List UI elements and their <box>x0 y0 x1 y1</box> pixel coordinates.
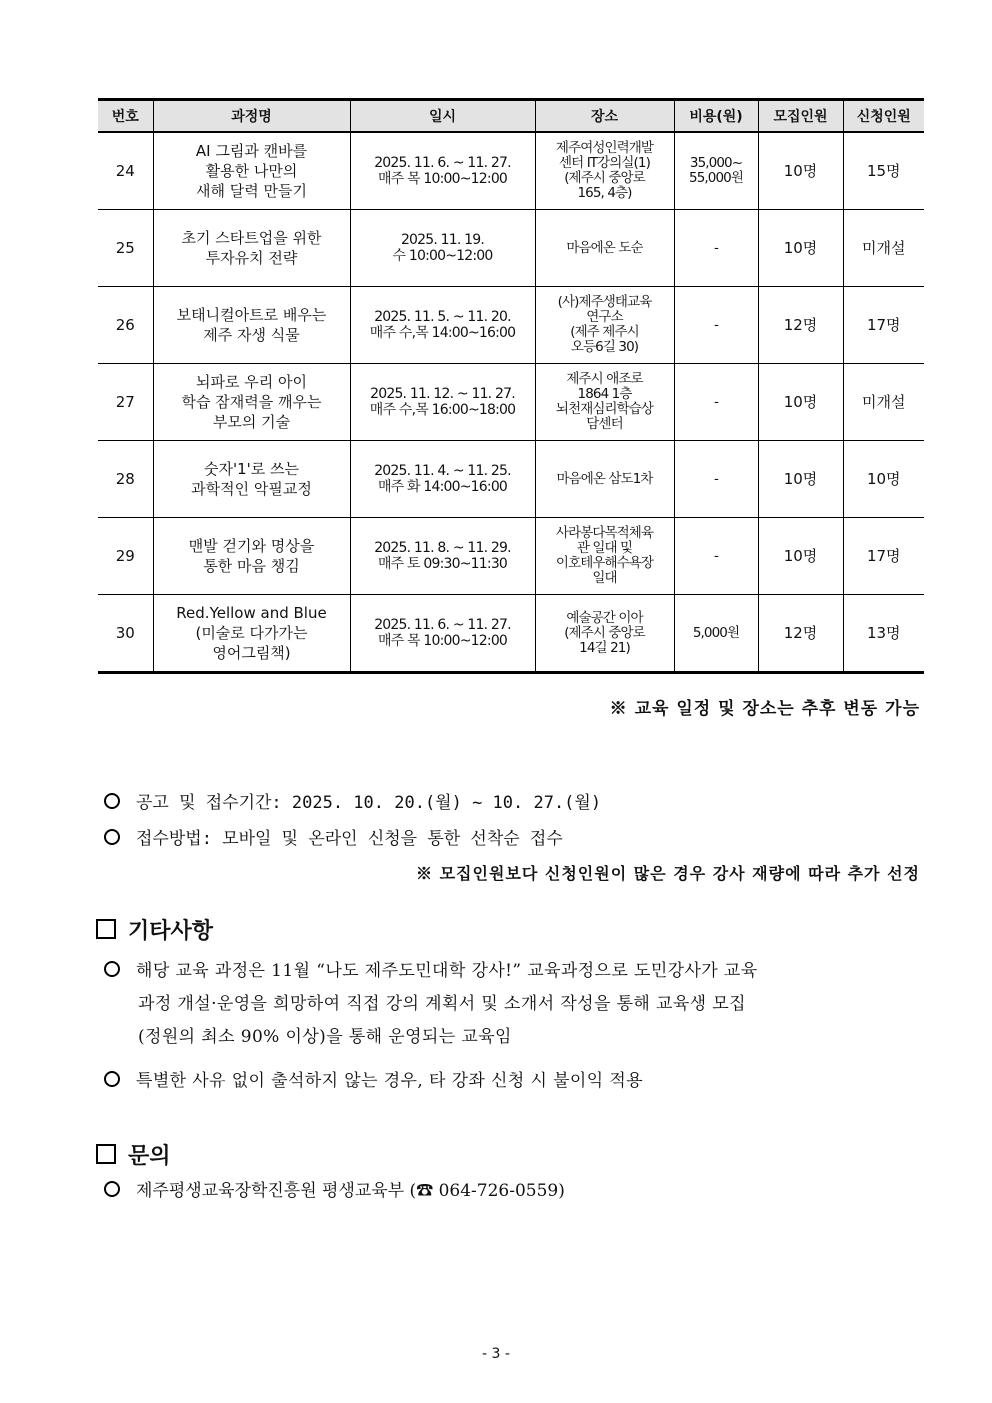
circle-bullet-icon <box>104 1181 120 1197</box>
cell-cost: - <box>674 210 758 287</box>
cell-course-name: Red.Yellow and Blue (미술로 다가가는 영어그림책) <box>153 595 350 673</box>
cell-capacity: 10명 <box>758 441 843 518</box>
cell-place: 마음에온 도순 <box>535 210 674 287</box>
cell-capacity: 10명 <box>758 210 843 287</box>
etc-item-2-text: 특별한 사유 없이 출석하지 않는 경우, 타 강좌 신청 시 불이익 적용 <box>136 1071 644 1091</box>
etc-title: 기타사항 <box>128 919 214 944</box>
cell-applied: 15명 <box>843 132 924 210</box>
cell-capacity: 12명 <box>758 287 843 364</box>
header-cost: 비용(원) <box>674 100 758 133</box>
table-header-row <box>98 100 924 133</box>
header-applied: 신청인원 <box>843 100 924 133</box>
table-row <box>98 595 924 673</box>
cell-cost: 35,000~ 55,000원 <box>674 132 758 210</box>
checkbox-square-icon <box>96 1144 116 1164</box>
table-note: ※ 교육 일정 및 장소는 추후 변동 가능 <box>609 699 920 719</box>
contact-title: 문의 <box>128 1144 171 1169</box>
cell-course-name: 숫자'1'로 쓰는 과학적인 악필교정 <box>153 441 350 518</box>
cell-cost: - <box>674 441 758 518</box>
header-number: 번호 <box>98 100 153 133</box>
checkbox-square-icon <box>96 919 116 939</box>
cell-course-name: AI 그림과 캔바를 활용한 나만의 새해 달력 만들기 <box>153 132 350 210</box>
cell-capacity: 10명 <box>758 132 843 210</box>
header-course-name: 과정명 <box>153 100 350 133</box>
cell-course-name: 뇌파로 우리 아이 학습 잠재력을 깨우는 부모의 기술 <box>153 364 350 441</box>
cell-applied: 미개설 <box>843 364 924 441</box>
etc-heading <box>96 914 213 945</box>
cell-capacity: 12명 <box>758 595 843 673</box>
cell-capacity: 10명 <box>758 364 843 441</box>
header-schedule: 일시 <box>350 100 535 133</box>
cell-schedule: 2025. 11. 4. ~ 11. 25. 매주 화 14:00~16:00 <box>350 441 535 518</box>
table-row <box>98 287 924 364</box>
contact-text: 제주평생교육장학진흥원 평생교육부 (☎ 064-726-0559) <box>136 1181 565 1201</box>
cell-number: 27 <box>98 364 153 441</box>
cell-applied: 미개설 <box>843 210 924 287</box>
table-row <box>98 210 924 287</box>
circle-bullet-icon <box>104 793 120 809</box>
contact-line <box>104 1176 565 1201</box>
cell-schedule: 2025. 11. 6. ~ 11. 27. 매주 목 10:00~12:00 <box>350 595 535 673</box>
circle-bullet-icon <box>104 829 120 845</box>
cell-number: 28 <box>98 441 153 518</box>
table-row <box>98 441 924 518</box>
cell-number: 25 <box>98 210 153 287</box>
cell-place: 마음에온 삼도1차 <box>535 441 674 518</box>
contact-heading <box>96 1139 171 1170</box>
cell-place: (사)제주생태교육 연구소 (제주 제주시 오등6길 30) <box>535 287 674 364</box>
cell-course-name: 보태니컬아트로 배우는 제주 자생 식물 <box>153 287 350 364</box>
notice-method <box>104 824 563 849</box>
notice-period <box>104 788 601 813</box>
etc-item-1-line-2: 과정 개설·운영을 희망하여 직접 강의 계획서 및 소개서 작성을 통해 교육생 모집 <box>138 994 746 1014</box>
cell-number: 30 <box>98 595 153 673</box>
etc-item-2 <box>104 1066 643 1091</box>
notice-method-text: 접수방법: 모바일 및 온라인 신청을 통한 선착순 접수 <box>136 829 563 849</box>
cell-place: 예술공간 이아 (제주시 중앙로 14길 21) <box>535 595 674 673</box>
cell-capacity: 10명 <box>758 518 843 595</box>
cell-cost: - <box>674 364 758 441</box>
cell-place: 사라봉다목적체육 관 일대 및 이호테우해수욕장 일대 <box>535 518 674 595</box>
table-row <box>98 132 924 210</box>
etc-item-1-line-3: (정원의 최소 90% 이상)을 통해 운영되는 교육임 <box>138 1027 512 1047</box>
cell-number: 26 <box>98 287 153 364</box>
header-capacity: 모집인원 <box>758 100 843 133</box>
cell-schedule: 2025. 11. 5. ~ 11. 20. 매주 수,목 14:00~16:00 <box>350 287 535 364</box>
table-row <box>98 518 924 595</box>
notice-note: ※ 모집인원보다 신청인원이 많은 경우 강사 재량에 따라 추가 선정 <box>416 864 920 883</box>
cell-cost: - <box>674 287 758 364</box>
circle-bullet-icon <box>104 1071 120 1087</box>
cell-applied: 10명 <box>843 441 924 518</box>
cell-applied: 13명 <box>843 595 924 673</box>
circle-bullet-icon <box>104 961 120 977</box>
etc-item-1-line-1: 해당 교육 과정은 11월 “나도 제주도민대학 강사!” 교육과정으로 도민강사가 교육 <box>136 961 758 981</box>
cell-course-name: 맨발 걷기와 명상을 통한 마음 챙김 <box>153 518 350 595</box>
cell-applied: 17명 <box>843 287 924 364</box>
cell-cost: - <box>674 518 758 595</box>
table-row <box>98 364 924 441</box>
cell-place: 제주시 애조로 1864 1층 뇌천재심리학습상 담센터 <box>535 364 674 441</box>
cell-cost: 5,000원 <box>674 595 758 673</box>
header-place: 장소 <box>535 100 674 133</box>
cell-course-name: 초기 스타트업을 위한 투자유치 전략 <box>153 210 350 287</box>
page-number: - 3 - <box>482 1346 510 1362</box>
cell-schedule: 2025. 11. 6. ~ 11. 27. 매주 목 10:00~12:00 <box>350 132 535 210</box>
etc-item-1 <box>104 955 924 1054</box>
cell-number: 29 <box>98 518 153 595</box>
cell-place: 제주여성인력개발 센터 IT강의실(1) (제주시 중앙로 165, 4층) <box>535 132 674 210</box>
cell-schedule: 2025. 11. 19. 수 10:00~12:00 <box>350 210 535 287</box>
cell-applied: 17명 <box>843 518 924 595</box>
cell-schedule: 2025. 11. 8. ~ 11. 29. 매주 토 09:30~11:30 <box>350 518 535 595</box>
cell-number: 24 <box>98 132 153 210</box>
course-table <box>98 98 924 674</box>
notice-period-text: 공고 및 접수기간: 2025. 10. 20.(월) ~ 10. 27.(월) <box>136 793 602 813</box>
cell-schedule: 2025. 11. 12. ~ 11. 27. 매주 수,목 16:00~18:00 <box>350 364 535 441</box>
